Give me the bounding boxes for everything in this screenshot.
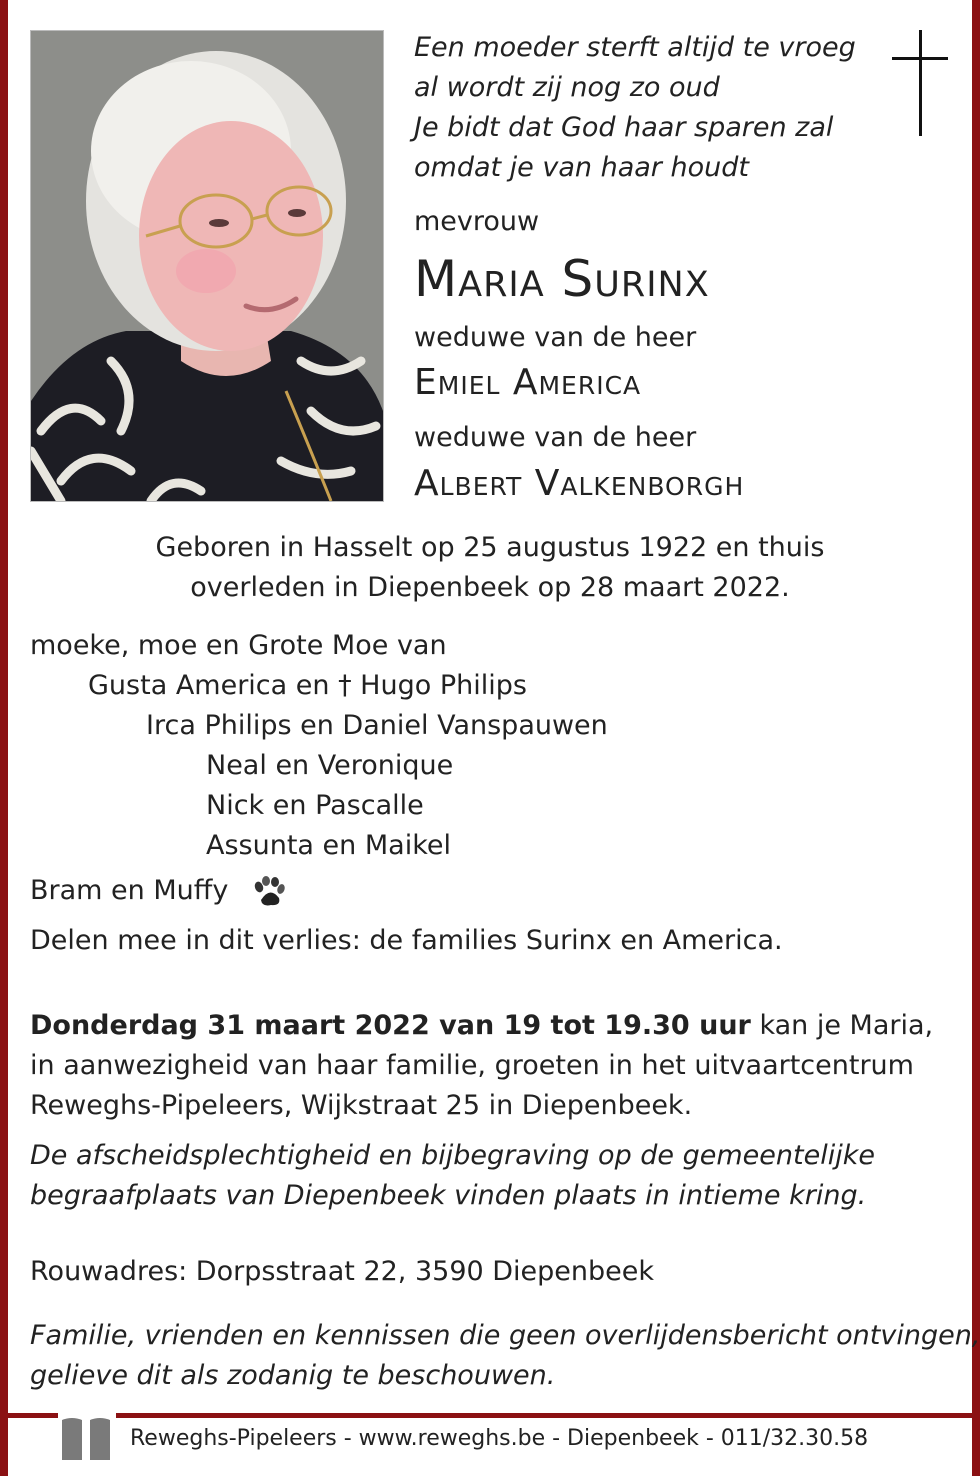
poem-line: Een moeder sterft altijd te vroeg [414,32,856,63]
birth-death-info [30,528,950,608]
notice-text [30,1316,980,1396]
family-great-grandchild: Assunta en Maikel [206,830,451,861]
frame-right-border [972,0,980,1476]
family-intro: moeke, moe en Grote Moe van [30,630,447,661]
poem-line: omdat je van haar houdt [414,152,749,183]
visitation-text: kan je Maria, [750,1010,934,1041]
husband-name-2: Albert Valkenborgh [414,463,745,504]
family-great-grandchild: Nick en Pascalle [206,790,424,821]
poem-line: Je bidt dat God haar sparen zal [414,112,834,143]
widow-of-label-1: weduwe van de heer [414,322,697,353]
family-grandchild: Irca Philips en Daniel Vanspauwen [146,710,608,741]
memorial-poem [414,28,874,188]
funeral-home-logo [58,1410,116,1462]
portrait-photo [30,30,384,502]
notice-line: Familie, vrienden en kennissen die geen overlijdensbericht ontvingen, [30,1320,980,1351]
footer-divider [0,1413,980,1418]
ceremony-line: De afscheidsplechtigheid en bijbegraving op de gemeentelijke [30,1140,875,1171]
ceremony-line: begraafplaats van Diepenbeek vinden plaats in intieme kring. [30,1180,867,1211]
frame-left-border [0,0,8,1476]
deceased-title: mevrouw [414,206,540,237]
visitation-datetime: Donderdag 31 maart 2022 van 19 tot 19.30 uur [30,1010,751,1041]
visitation-location: Reweghs-Pipeleers, Wijkstraat 25 in Diepenbeek. [30,1090,693,1121]
family-list [30,626,608,866]
visitation-info [30,1006,950,1126]
pets-line [30,875,285,908]
cross-icon [890,30,950,136]
deceased-name: Maria Surinx [414,250,710,308]
paw-icon [251,876,285,908]
family-great-grandchild: Neal en Veronique [206,750,454,781]
notice-line: gelieve dit als zodanig te beschouwen. [30,1360,556,1391]
poem-line: al wordt zij nog zo oud [414,72,720,103]
widow-of-label-2: weduwe van de heer [414,422,697,453]
death-line: overleden in Diepenbeek op 28 maart 2022. [190,572,790,603]
visitation-text: in aanwezigheid van haar familie, groeten in het uitvaartcentrum [30,1050,914,1081]
mourning-address: Rouwadres: Dorpsstraat 22, 3590 Diepenbeek [30,1256,655,1287]
footer-contact: Reweghs-Pipeleers - www.reweghs.be - Diepenbeek - 011/32.30.58 [130,1426,869,1451]
ceremony-info [30,1136,875,1216]
husband-name-1: Emiel America [414,362,642,403]
birth-line: Geboren in Hasselt op 25 augustus 1922 en thuis [155,532,825,563]
pets-names: Bram en Muffy [30,875,229,906]
share-loss-line: Delen mee in dit verlies: de families Surinx en America. [30,925,783,956]
family-child: Gusta America en † Hugo Philips [88,670,527,701]
